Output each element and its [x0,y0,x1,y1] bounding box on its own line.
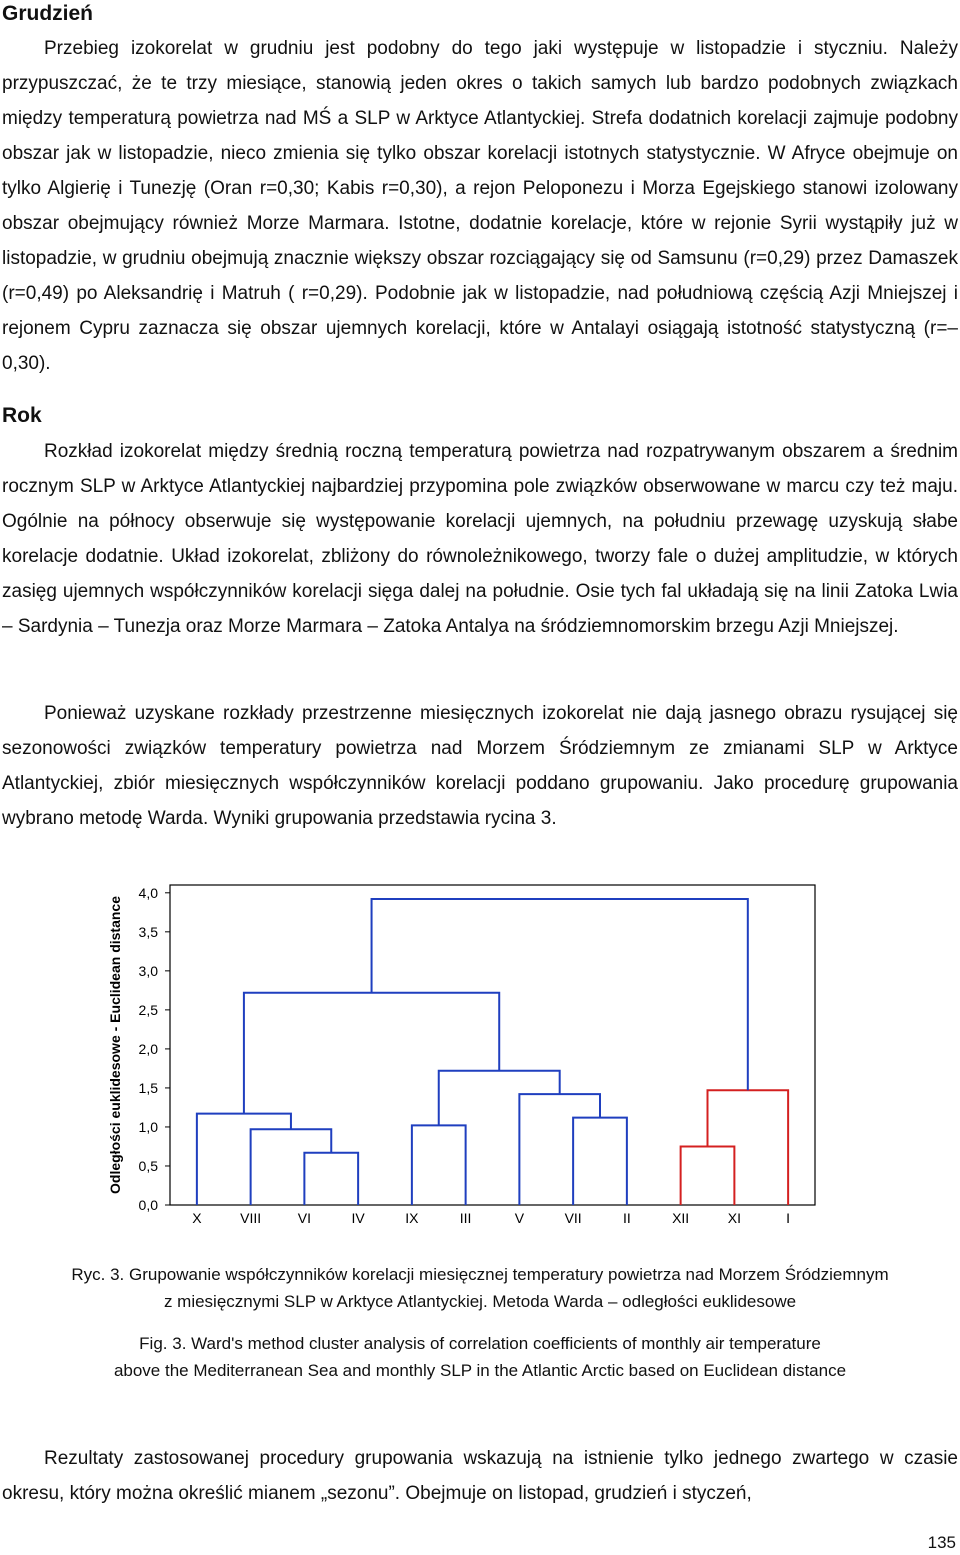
dendrogram-link [197,1114,291,1205]
paragraph-rok: Rozkład izokorelat między średnią roczną temperaturą powietrza nad rozpatrywanym obszarem a średnim rocznym SLP w Arktyce Atlantyckiej najbardziej przypomina pole związków obserwowane w marcu czy też maju. Ogólnie na północy obserwuje się występowanie korelacji ujemnych, na południu przewagę uzyskują słabe korelacje dodatnie. Układ izokorelat, zbliżony do równoleżnikowego, tworzy fale o dużej amplitudzie, w których zasięg ujemnych współczynników korelacji sięga dalej na południe. Osie tych fal układają się na linii Zatoka Lwia – Sardynia – Tunezja oraz Morze Marmara – Zatoka Antalya na śródziemnomorskim brzegu Azji Mniejszej. [2,441,958,637]
y-tick-label: 2,5 [138,1001,158,1018]
leaf-label: II [622,1210,631,1225]
caption-pl-line1: Ryc. 3. Grupowanie współczynników korelacji miesięcznej temperatury powietrza nad Morzem Śródziemnym [71,1265,889,1284]
y-axis-label: Odległości euklidesowe - Euclidean distance [107,896,123,1194]
leaf-label: X [192,1210,202,1225]
leaf-label: XII [672,1210,690,1225]
page-number: 135 [927,1533,956,1552]
dendrogram-link [519,1094,600,1205]
y-tick-label: 1,5 [138,1079,158,1096]
leaf-label: I [786,1210,791,1225]
y-tick-label: 2,0 [138,1040,158,1057]
dendrogram-link [708,1090,789,1205]
dendrogram-link [244,993,499,1114]
leaf-label: VI [297,1210,311,1225]
dendrogram-link [304,1153,358,1205]
section-heading-grudzien: Grudzień [2,2,94,25]
dendrogram-link [573,1118,627,1205]
y-tick-label: 0,5 [138,1157,158,1174]
paragraph-grouping: Ponieważ uzyskane rozkłady przestrzenne miesięcznych izokorelat nie dają jasnego obrazu rysującej się sezonowości związków temperatury powietrza nad Morzem Śródziemnym ze zmianami SLP w Arktyce Atlantyckiej, zbiór miesięcznych współczynników korelacji poddano grupowaniu. Jako procedurę grupowania wybrano metodę Warda. Wyniki grupowania przedstawia rycina 3. [2,703,958,829]
y-tick-label: 3,0 [138,962,158,979]
caption-pl-line2: z miesięcznymi SLP w Arktyce Atlantyckiej. Metoda Warda – odległości euklidesowe [163,1292,797,1311]
paragraph-grudzien: Przebieg izokorelat w grudniu jest podobny do tego jaki występuje w listopadzie i styczniu. Należy przypuszczać, że te trzy miesiące, stanowią jeden okres o takich samych lub bardzo podobnych związkach między temperaturą powietrza nad MŚ a SLP w Arktyce Atlantyckiej. Strefa dodatnich korelacji zajmuje podobny obszar jak w listopadzie, nieco zmienia się tylko obszar korelacji istotnych statystycznie. W Afryce obejmuje on tylko Algierię i Tunezję (Oran r=0,30; Kabis r=0,30), a rejon Peloponezu i Morza Egejskiego stanowi izolowany obszar obejmujący również Morze Marmara. Istotne, dodatnie korelacje, które w rejonie Syrii wystąpiły już w listopadzie, w grudniu obejmują znacznie większy obszar rozciągający się od Samsunu (r=0,29) przez Damaszek (r=0,49) po Aleksandrię i Matruh ( r=0,29). Podobnie jak w listopadzie, nad południową częścią Azji Mniejszej i rejonem Cypru zaznacza się obszar ujemnych korelacji, które w Antalayi osiągają istotność statystyczną (r=–0,30). [2,38,958,374]
y-tick-label: 3,5 [138,923,158,940]
leaf-label: XI [727,1210,741,1225]
leaf-label: III [459,1210,472,1225]
dendrogram-chart [100,880,820,1225]
leaf-label: VII [564,1210,582,1225]
plot-frame [170,885,815,1205]
caption-en-line1: Fig. 3. Ward's method cluster analysis of correlation coefficients of monthly air temperature [139,1334,821,1353]
y-tick-label: 0,0 [138,1197,158,1213]
leaf-label: VIII [240,1210,262,1225]
caption-en-line2: above the Mediterranean Sea and monthly SLP in the Atlantic Arctic based on Euclidean distance [113,1361,847,1380]
leaf-label: IV [351,1210,365,1225]
y-tick-label: 4,0 [138,884,158,901]
dendrogram-link [372,899,748,1090]
y-tick-label: 1,0 [138,1118,158,1135]
dendrogram-link [681,1146,735,1205]
leaf-label: V [514,1210,525,1225]
section-heading-rok: Rok [2,404,42,427]
leaf-label: IX [405,1210,419,1225]
dendrogram-link [251,1129,332,1205]
dendrogram-link [412,1125,466,1205]
dendrogram-link [439,1071,560,1126]
paragraph-results: Rezultaty zastosowanej procedury grupowania wskazują na istnienie tylko jednego zwartego w czasie okresu, który można określić mianem „sezonu”. Obejmuje on listopad, grudzień i styczeń, [2,1448,958,1504]
